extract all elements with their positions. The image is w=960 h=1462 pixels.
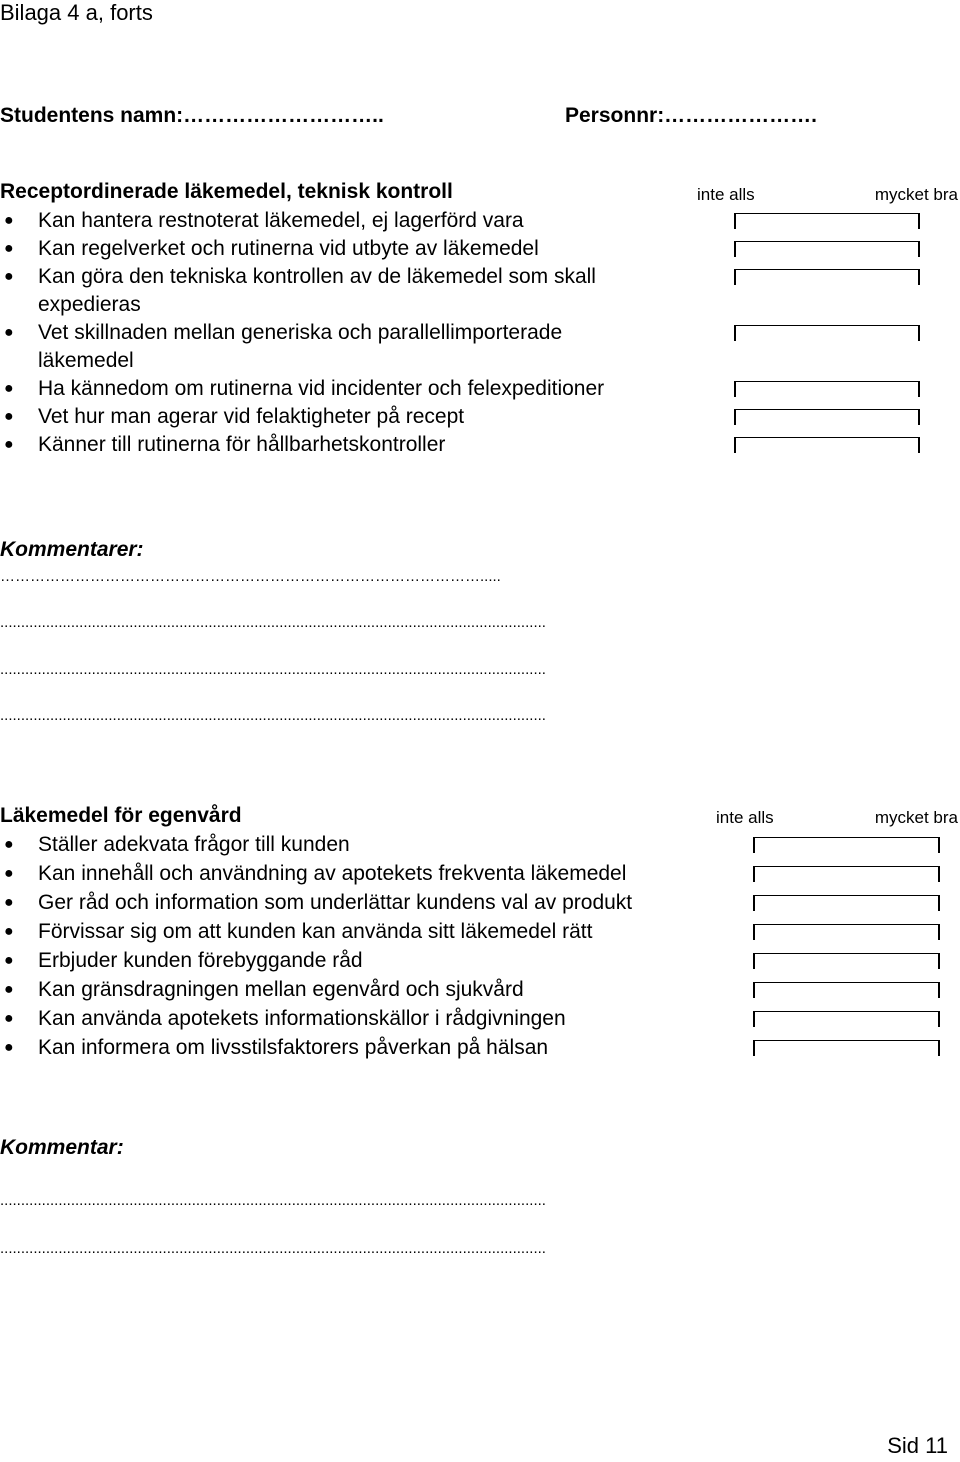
scale-end-tick [938,924,940,940]
rating-scale[interactable] [734,409,920,425]
scale-line [734,381,920,382]
scale-line [753,837,940,838]
attachment-label: Bilaga 4 a, forts [0,0,153,25]
rating-scale[interactable] [753,953,940,969]
scale-line [734,241,920,242]
rating-scale[interactable] [753,866,940,882]
rating-scale[interactable] [734,437,920,453]
rating-scale[interactable] [753,924,940,940]
comments-title: Kommentarer: [0,538,144,561]
checklist-item [0,263,960,319]
bullet-icon: ● [4,408,14,425]
checklist-item [0,1034,960,1062]
comment-title: Kommentar: [0,1136,124,1159]
scale-end-tick [938,1011,940,1027]
scale-low-label: inte alls [697,185,755,204]
scale-line [753,895,940,896]
checklist-item [0,403,960,431]
bullet-icon: ● [4,324,14,341]
scale-line [753,982,940,983]
bullet-icon: ● [4,894,14,911]
scale-start-tick [753,866,755,882]
scale-start-tick [753,982,755,998]
comment-line[interactable]: ................................................................................................................................... [0,707,546,724]
scale-start-tick [734,381,736,397]
checklist-item-text: Ger råd och information som underlättar kundens val av produkt [38,891,633,914]
checklist-item [0,431,960,459]
scale-start-tick [753,953,755,969]
page-number: Sid 11 [887,1433,948,1458]
rating-scale[interactable] [734,325,920,341]
comment-line[interactable]: ................................................................................................................................... [0,1240,546,1257]
scale-start-tick [753,1011,755,1027]
checklist-item-text: Kan regelverket och rutinerna vid utbyte av läkemedel [38,237,539,260]
checklist-item-text: Kan använda apotekets informationskällor i rådgivningen [38,1007,566,1030]
comment-line[interactable]: ……………………………………………………………………………………..... [0,568,501,585]
checklist-item-text: Kan gränsdragningen mellan egenvård och sjukvård [38,978,524,1001]
checklist-item-text: Ställer adekvata frågor till kunden [38,833,350,856]
checklist-item [0,1005,960,1033]
scale-end-tick [918,437,920,453]
scale-start-tick [753,837,755,853]
checklist-item-text: Kan informera om livsstilsfaktorers påverkan på hälsan [38,1036,549,1059]
scale-high-label: mycket bra [874,808,958,827]
scale-end-tick [938,982,940,998]
student-name-field[interactable]: Studentens namn:……………………….. [0,104,384,127]
bullet-icon: ● [4,981,14,998]
bullet-icon: ● [4,240,14,257]
checklist-section2 [0,831,960,1063]
checklist-item-text: Förvissar sig om att kunden kan använda sitt läkemedel rätt [38,920,593,943]
scale-end-tick [918,381,920,397]
scale-start-tick [734,325,736,341]
comment-line[interactable]: ................................................................................................................................... [0,1192,546,1209]
scale-line [734,409,920,410]
bullet-icon: ● [4,268,14,285]
section-title-receptordinerade: Receptordinerade läkemedel, teknisk kontroll [0,180,453,203]
bullet-icon: ● [4,1039,14,1056]
scale-start-tick [753,924,755,940]
rating-scale[interactable] [753,982,940,998]
rating-scale[interactable] [734,269,920,285]
scale-line [753,1011,940,1012]
bullet-icon: ● [4,436,14,453]
scale-line [753,924,940,925]
checklist-item [0,947,960,975]
checklist-section1 [0,207,960,459]
scale-low-label: inte alls [716,808,774,827]
scale-line [753,1040,940,1041]
rating-scale[interactable] [753,1040,940,1056]
checklist-item [0,831,960,859]
scale-end-tick [938,1040,940,1056]
scale-line [734,437,920,438]
rating-scale[interactable] [753,895,940,911]
rating-scale[interactable] [734,381,920,397]
bullet-icon: ● [4,1010,14,1027]
bullet-icon: ● [4,212,14,229]
rating-scale[interactable] [753,1011,940,1027]
checklist-item [0,319,960,375]
scale-line [734,269,920,270]
checklist-item [0,889,960,917]
rating-scale[interactable] [734,241,920,257]
scale-line [734,213,920,214]
checklist-item-text: Ha kännedom om rutinerna vid incidenter och felexpeditioner [38,377,605,400]
checklist-item [0,918,960,946]
checklist-item-text: Känner till rutinerna för hållbarhetskontroller [38,433,446,456]
checklist-item-text: Vet skillnaden mellan generiska och parallellimporterade läkemedel [38,321,563,372]
checklist-item [0,976,960,1004]
scale-start-tick [734,409,736,425]
scale-end-tick [938,866,940,882]
scale-start-tick [734,437,736,453]
bullet-icon: ● [4,865,14,882]
scale-end-tick [938,953,940,969]
comment-line[interactable]: ................................................................................................................................... [0,661,546,678]
section-title-egenvard: Läkemedel för egenvård [0,804,242,827]
bullet-icon: ● [4,380,14,397]
checklist-item-text: Vet hur man agerar vid felaktigheter på recept [38,405,465,428]
scale-end-tick [918,213,920,229]
personnr-field[interactable]: Personnr:…………………. [565,104,818,127]
bullet-icon: ● [4,952,14,969]
scale-end-tick [918,409,920,425]
bullet-icon: ● [4,836,14,853]
checklist-item-text: Kan innehåll och användning av apotekets frekventa läkemedel [38,862,627,885]
comment-line[interactable]: ................................................................................................................................... [0,614,546,631]
scale-start-tick [734,269,736,285]
checklist-item [0,375,960,403]
scale-end-tick [938,837,940,853]
checklist-item [0,235,960,263]
scale-line [753,866,940,867]
scale-end-tick [918,269,920,285]
scale-end-tick [918,241,920,257]
scale-line [734,325,920,326]
scale-line [753,953,940,954]
checklist-item [0,207,960,235]
scale-end-tick [938,895,940,911]
scale-start-tick [734,213,736,229]
scale-start-tick [753,895,755,911]
checklist-item-text: Erbjuder kunden förebyggande råd [38,949,363,972]
checklist-item-text: Kan hantera restnoterat läkemedel, ej lagerförd vara [38,209,524,232]
checklist-item-text: Kan göra den tekniska kontrollen av de läkemedel som skall expedieras [38,265,596,316]
rating-scale[interactable] [753,837,940,853]
scale-start-tick [753,1040,755,1056]
rating-scale[interactable] [734,213,920,229]
scale-end-tick [918,325,920,341]
bullet-icon: ● [4,923,14,940]
student-info-line [0,104,960,128]
scale-start-tick [734,241,736,257]
checklist-item [0,860,960,888]
scale-high-label: mycket bra [874,185,958,204]
